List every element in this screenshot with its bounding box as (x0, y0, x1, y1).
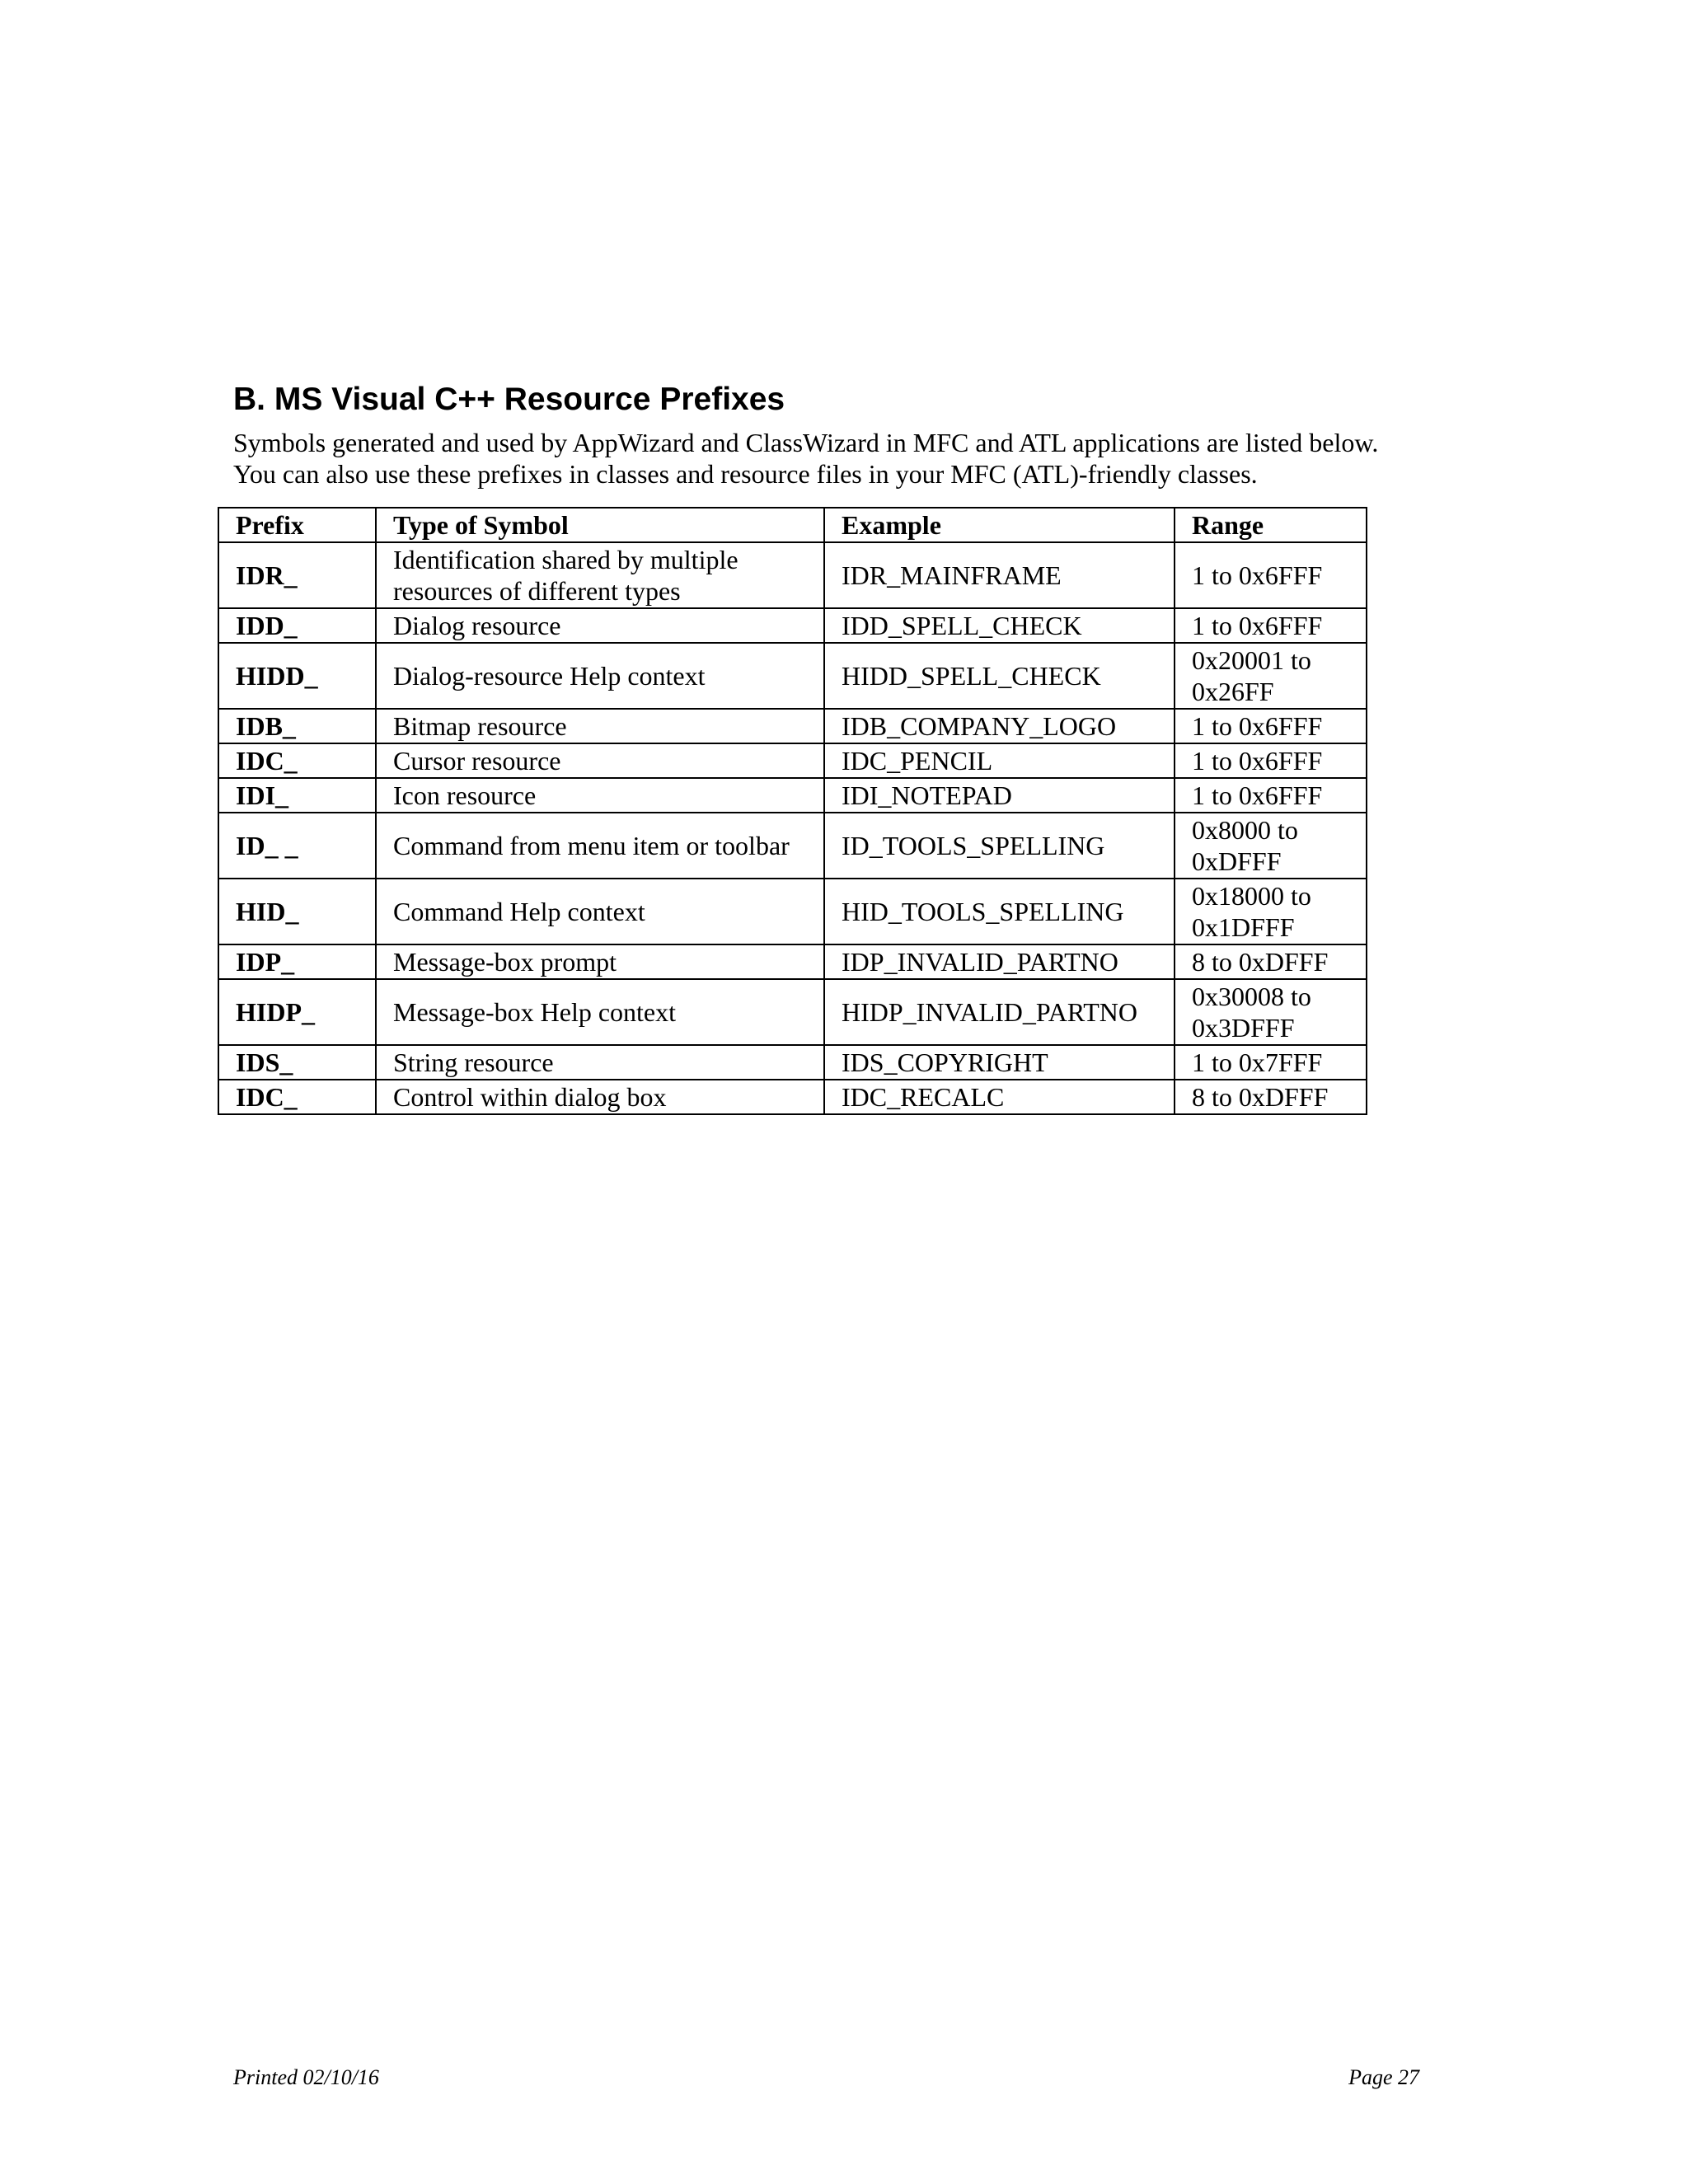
prefix-cell: HID_ (218, 879, 376, 944)
range-cell: 8 to 0xDFFF (1175, 944, 1367, 979)
range-cell: 1 to 0x6FFF (1175, 709, 1367, 743)
type-cell: Cursor resource (376, 743, 824, 778)
example-cell: IDI_NOTEPAD (824, 778, 1175, 813)
range-cell: 0x18000 to 0x1DFFF (1175, 879, 1367, 944)
example-cell: IDC_RECALC (824, 1080, 1175, 1114)
table-row (218, 1080, 1367, 1114)
table-row (218, 813, 1367, 879)
intro-line-1: Symbols generated and used by AppWizard and ClassWizard in MFC and ATL applications are listed below. (233, 428, 1379, 457)
example-cell: IDB_COMPANY_LOGO (824, 709, 1175, 743)
type-cell: Bitmap resource (376, 709, 824, 743)
prefix-cell: IDC_ (218, 1080, 376, 1114)
prefix-cell: HIDD_ (218, 643, 376, 709)
prefix-cell: IDR_ (218, 542, 376, 608)
type-cell: String resource (376, 1045, 824, 1080)
type-cell: Dialog-resource Help context (376, 643, 824, 709)
range-cell: 1 to 0x7FFF (1175, 1045, 1367, 1080)
table-row (218, 608, 1367, 643)
table-row (218, 778, 1367, 813)
type-cell: Command from menu item or toolbar (376, 813, 824, 879)
column-header-range: Range (1175, 508, 1367, 542)
range-cell: 0x30008 to 0x3DFFF (1175, 979, 1367, 1045)
type-cell: Command Help context (376, 879, 824, 944)
table-row (218, 743, 1367, 778)
table-row (218, 979, 1367, 1045)
table-row (218, 542, 1367, 608)
table-row (218, 1045, 1367, 1080)
prefix-cell: IDI_ (218, 778, 376, 813)
column-header-example: Example (824, 508, 1175, 542)
example-cell: IDC_PENCIL (824, 743, 1175, 778)
column-header-type: Type of Symbol (376, 508, 824, 542)
table-row (218, 879, 1367, 944)
prefix-cell: IDP_ (218, 944, 376, 979)
type-cell: Message-box Help context (376, 979, 824, 1045)
section-heading: B. MS Visual C++ Resource Prefixes (233, 382, 785, 417)
intro-paragraph (233, 427, 1437, 490)
range-cell: 1 to 0x6FFF (1175, 743, 1367, 778)
prefix-cell: IDD_ (218, 608, 376, 643)
range-cell: 1 to 0x6FFF (1175, 608, 1367, 643)
footer-page-number: Page 27 (1348, 2065, 1419, 2089)
example-cell: IDP_INVALID_PARTNO (824, 944, 1175, 979)
prefix-cell: IDS_ (218, 1045, 376, 1080)
type-cell: Message-box prompt (376, 944, 824, 979)
range-cell: 0x8000 to 0xDFFF (1175, 813, 1367, 879)
example-cell: IDS_COPYRIGHT (824, 1045, 1175, 1080)
range-cell: 8 to 0xDFFF (1175, 1080, 1367, 1114)
type-cell: Identification shared by multiple resources of different types (376, 542, 824, 608)
example-cell: IDD_SPELL_CHECK (824, 608, 1175, 643)
prefix-cell: IDC_ (218, 743, 376, 778)
table-row (218, 709, 1367, 743)
prefix-cell: IDB_ (218, 709, 376, 743)
type-cell: Control within dialog box (376, 1080, 824, 1114)
type-cell: Icon resource (376, 778, 824, 813)
example-cell: HIDD_SPELL_CHECK (824, 643, 1175, 709)
range-cell: 1 to 0x6FFF (1175, 778, 1367, 813)
example-cell: HIDP_INVALID_PARTNO (824, 979, 1175, 1045)
table-row (218, 643, 1367, 709)
column-header-prefix: Prefix (218, 508, 376, 542)
example-cell: HID_TOOLS_SPELLING (824, 879, 1175, 944)
table-header-row (218, 508, 1367, 542)
type-cell: Dialog resource (376, 608, 824, 643)
intro-line-2: You can also use these prefixes in classes and resource files in your MFC (ATL)-friendly classes. (233, 459, 1258, 489)
table-row (218, 944, 1367, 979)
footer-printed-date: Printed 02/10/16 (233, 2065, 379, 2089)
prefix-cell: HIDP_ (218, 979, 376, 1045)
resource-prefix-table (218, 507, 1367, 1115)
example-cell: IDR_MAINFRAME (824, 542, 1175, 608)
range-cell: 0x20001 to 0x26FF (1175, 643, 1367, 709)
prefix-cell: ID_ _ (218, 813, 376, 879)
range-cell: 1 to 0x6FFF (1175, 542, 1367, 608)
example-cell: ID_TOOLS_SPELLING (824, 813, 1175, 879)
